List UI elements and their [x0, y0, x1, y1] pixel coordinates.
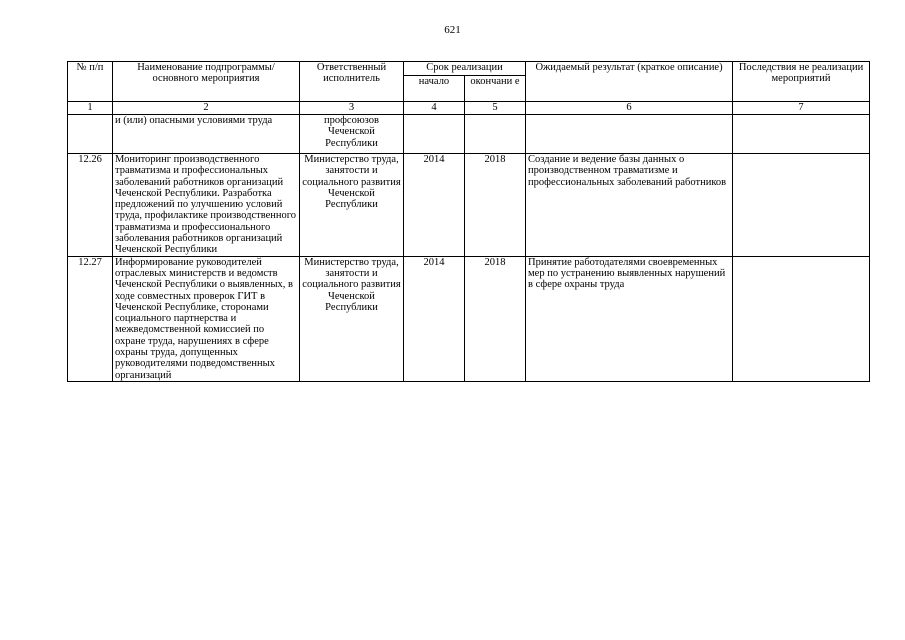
row-name: и (или) опасными условиями труда — [113, 115, 300, 154]
header-start: начало — [404, 76, 465, 102]
column-number: 6 — [526, 102, 733, 115]
row-start — [404, 115, 465, 154]
row-executor: профсоюзов Чеченской Республики — [300, 115, 404, 154]
column-number: 7 — [733, 102, 870, 115]
row-executor: Министерство труда, занятости и социального развития Чеченской Республики — [300, 154, 404, 257]
page-number: 621 — [444, 24, 461, 36]
row-result: Принятие работодателями своевременных мер по устранению выявленных нарушений в сфере охраны труда — [526, 256, 733, 381]
column-number: 1 — [68, 102, 113, 115]
column-number-row — [68, 102, 870, 115]
column-number: 5 — [465, 102, 526, 115]
row-end: 2018 — [465, 256, 526, 381]
column-number: 4 — [404, 102, 465, 115]
header-row — [68, 62, 870, 76]
header-result: Ожидаемый результат (краткое описание) — [526, 62, 733, 102]
header-period: Срок реализации — [404, 62, 526, 76]
row-name: Информирование руководителей отраслевых министерств и ведомств Чеченской Республики о выявленных, в ходе совместных проверок ГИТ в Чеченской Республике, сторонами социального партнерства и межведомственной комиссией по охране труда, нарушениях в сфере охраны труда, допущенных руководителями подведомственных организаций — [113, 256, 300, 381]
column-number: 2 — [113, 102, 300, 115]
header-end: окончани е — [465, 76, 526, 102]
header-consequences: Последствия не реализации мероприятий — [733, 62, 870, 102]
row-consequences — [733, 115, 870, 154]
header-name: Наименование подпрограммы/ основного мероприятия — [113, 62, 300, 102]
row-start: 2014 — [404, 256, 465, 381]
row-name: Мониторинг производственного травматизма и профессиональных заболеваний работников организаций Чеченской Республики. Разработка предложений по улучшению условий труда, профилактике производственного травматизма и профессионального заболевания работников организаций Чеченской Республики — [113, 154, 300, 257]
row-end: 2018 — [465, 154, 526, 257]
row-end — [465, 115, 526, 154]
column-number: 3 — [300, 102, 404, 115]
row-result: Создание и ведение базы данных о производственном травматизме и профессиональных заболеваний работников — [526, 154, 733, 257]
row-start: 2014 — [404, 154, 465, 257]
row-result — [526, 115, 733, 154]
row-num: 12.26 — [68, 154, 113, 257]
table-row — [68, 154, 870, 257]
header-num: № п/п — [68, 62, 113, 102]
table-row — [68, 115, 870, 154]
row-consequences — [733, 256, 870, 381]
row-consequences — [733, 154, 870, 257]
row-executor: Министерство труда, занятости и социального развития Чеченской Республики — [300, 256, 404, 381]
program-table — [67, 61, 870, 382]
table-row — [68, 256, 870, 381]
row-num: 12.27 — [68, 256, 113, 381]
row-num — [68, 115, 113, 154]
header-executor: Ответственный исполнитель — [300, 62, 404, 102]
